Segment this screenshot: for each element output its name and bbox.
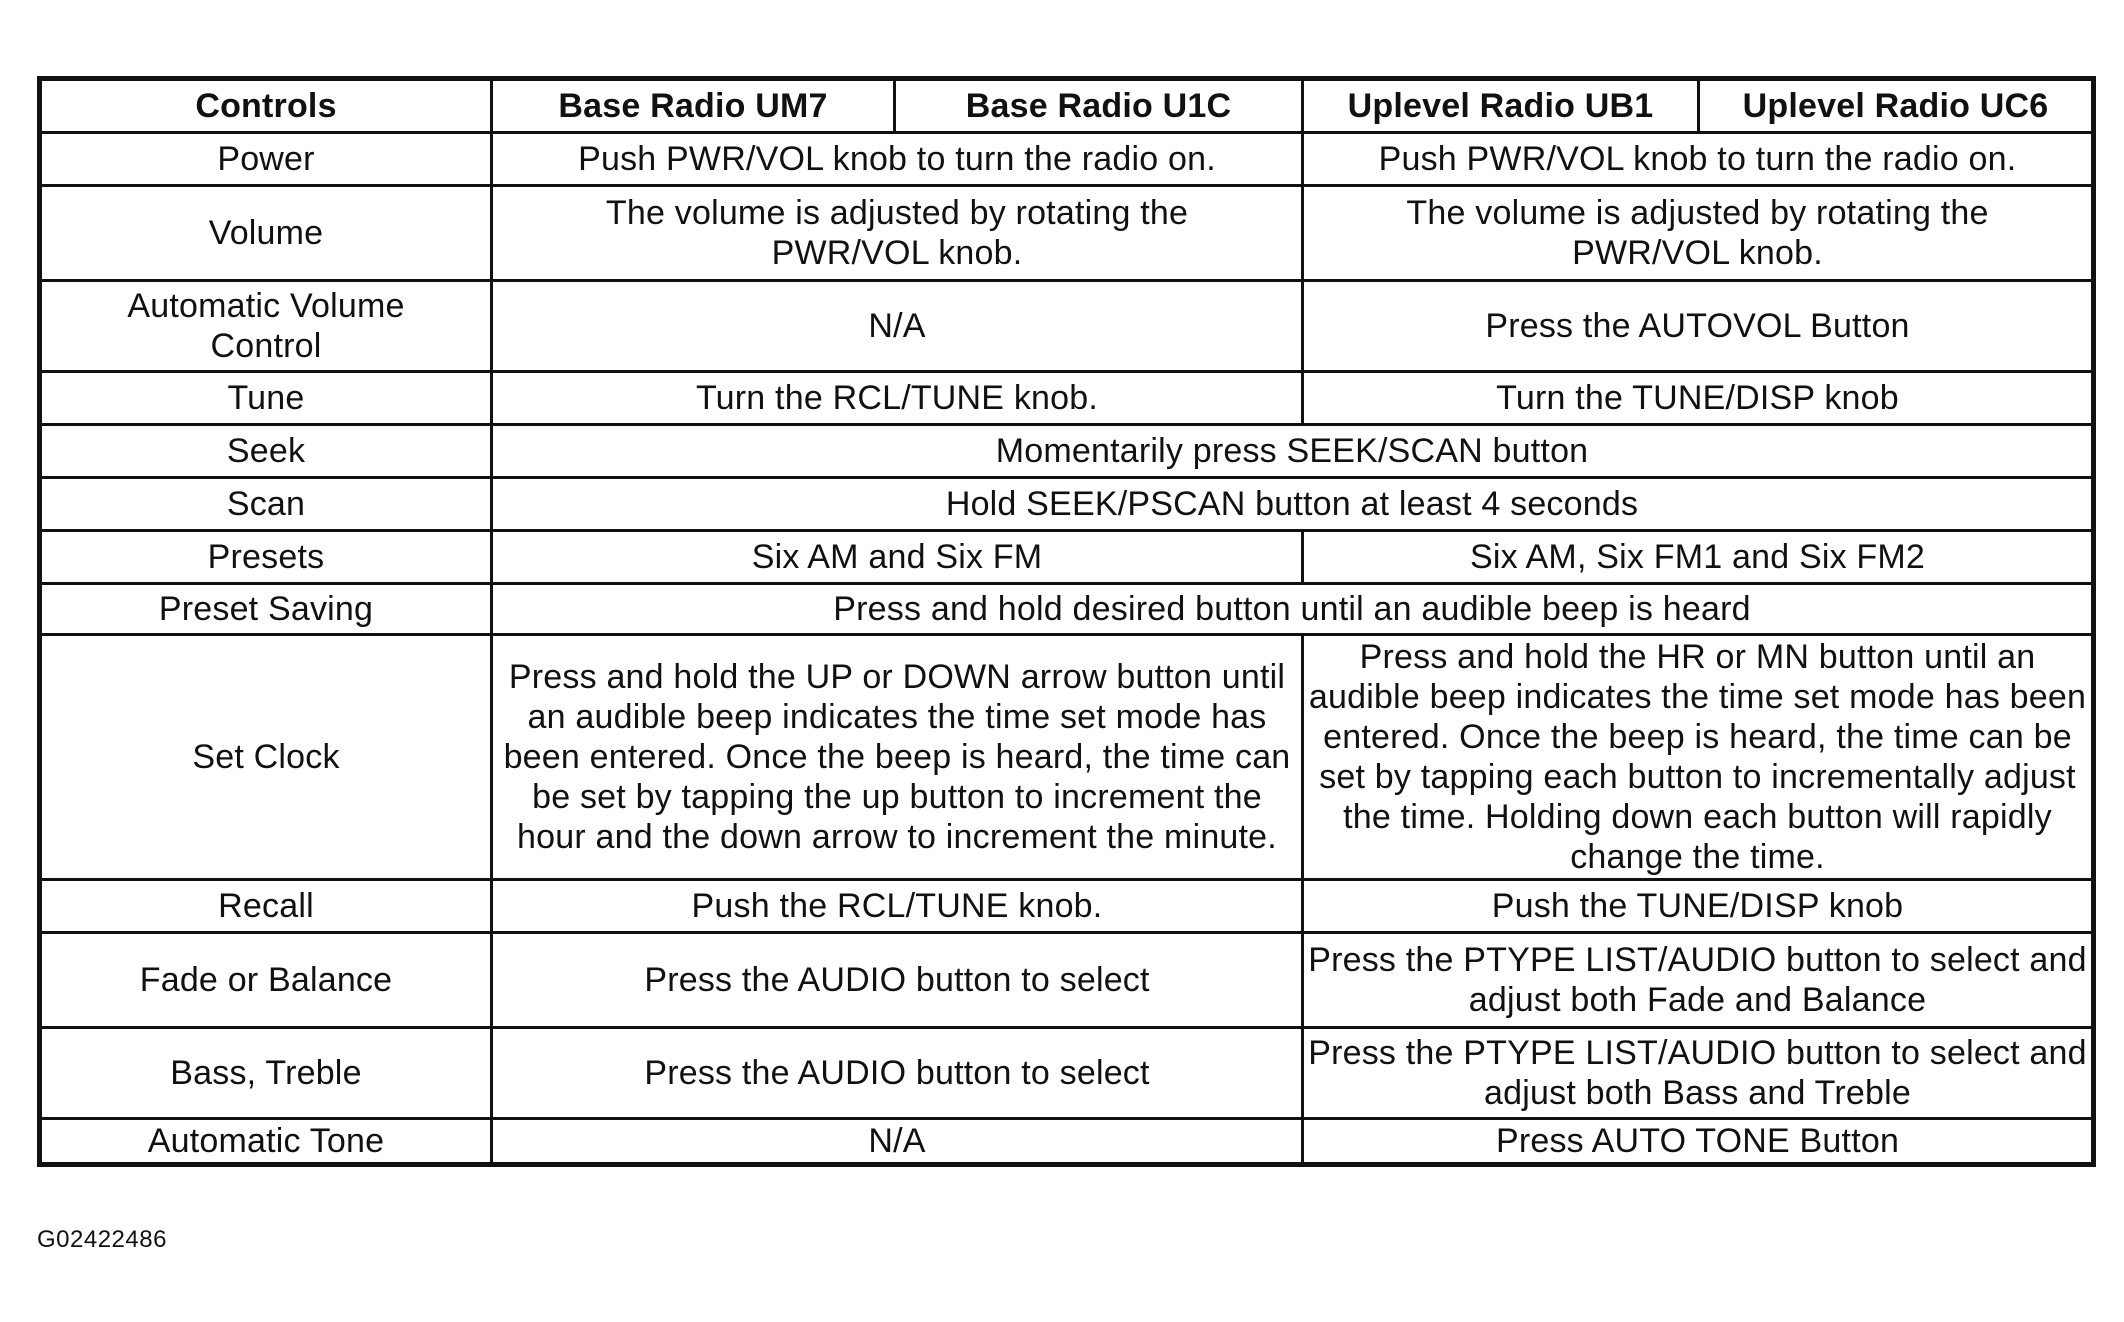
- uplevel-radio-cell: Turn the TUNE/DISP knob: [1303, 372, 2094, 425]
- table-row: [40, 425, 2094, 478]
- table-row: [40, 584, 2094, 635]
- row-label-presets: Presets: [40, 531, 492, 584]
- table-row: [40, 186, 2094, 281]
- table-row: [40, 1119, 2094, 1165]
- uplevel-radio-cell: Press and hold the HR or MN button until an audible beep indicates the time set mode has been entered. Once the beep is heard, the time can be set by tapping each button to incrementally adjust the time. Holding down each button will rapidly change the time.: [1303, 635, 2094, 880]
- header-row: [40, 79, 2094, 133]
- uplevel-radio-cell: Six AM, Six FM1 and Six FM2: [1303, 531, 2094, 584]
- base-radio-cell: Push PWR/VOL knob to turn the radio on.: [492, 133, 1303, 186]
- all-radios-cell: Momentarily press SEEK/SCAN button: [492, 425, 2094, 478]
- row-label-volume: Volume: [40, 186, 492, 281]
- row-label-set-clock: Set Clock: [40, 635, 492, 880]
- table-row: [40, 880, 2094, 933]
- radio-controls-table-container: [37, 76, 2091, 1167]
- row-label-tune: Tune: [40, 372, 492, 425]
- uplevel-radio-cell: Push the TUNE/DISP knob: [1303, 880, 2094, 933]
- table-row: [40, 133, 2094, 186]
- table-row: [40, 281, 2094, 372]
- row-label-recall: Recall: [40, 880, 492, 933]
- base-radio-cell: Turn the RCL/TUNE knob.: [492, 372, 1303, 425]
- uplevel-radio-cell: Press the AUTOVOL Button: [1303, 281, 2094, 372]
- all-radios-cell: Hold SEEK/PSCAN button at least 4 seconds: [492, 478, 2094, 531]
- base-radio-cell: Press and hold the UP or DOWN arrow button until an audible beep indicates the time set mode has been entered. Once the beep is heard, the time can be set by tapping the up button to increment the hour and the down arrow to increment the minute.: [492, 635, 1303, 880]
- uplevel-radio-cell: Press the PTYPE LIST/AUDIO button to select and adjust both Fade and Balance: [1303, 933, 2094, 1028]
- header-base-radio-um7: Base Radio UM7: [492, 79, 895, 133]
- base-radio-cell: N/A: [492, 281, 1303, 372]
- table-row: [40, 635, 2094, 880]
- row-label-fade-or-balance: Fade or Balance: [40, 933, 492, 1028]
- base-radio-cell: Six AM and Six FM: [492, 531, 1303, 584]
- row-label-seek: Seek: [40, 425, 492, 478]
- uplevel-radio-cell: Push PWR/VOL knob to turn the radio on.: [1303, 133, 2094, 186]
- base-radio-cell: Press the AUDIO button to select: [492, 1028, 1303, 1119]
- table-row: [40, 1028, 2094, 1119]
- uplevel-radio-cell: Press the PTYPE LIST/AUDIO button to select and adjust both Bass and Treble: [1303, 1028, 2094, 1119]
- base-radio-cell: The volume is adjusted by rotating the PWR/VOL knob.: [492, 186, 1303, 281]
- row-label-power: Power: [40, 133, 492, 186]
- base-radio-cell: Push the RCL/TUNE knob.: [492, 880, 1303, 933]
- row-label-automatic-volume-control: Automatic Volume Control: [40, 281, 492, 372]
- table-row: [40, 372, 2094, 425]
- table-row: [40, 531, 2094, 584]
- row-label-scan: Scan: [40, 478, 492, 531]
- table-row: [40, 478, 2094, 531]
- row-label-preset-saving: Preset Saving: [40, 584, 492, 635]
- all-radios-cell: Press and hold desired button until an audible beep is heard: [492, 584, 2094, 635]
- base-radio-cell: Press the AUDIO button to select: [492, 933, 1303, 1028]
- header-controls: Controls: [40, 79, 492, 133]
- uplevel-radio-cell: The volume is adjusted by rotating the PWR/VOL knob.: [1303, 186, 2094, 281]
- row-label-automatic-tone: Automatic Tone: [40, 1119, 492, 1165]
- header-uplevel-radio-uc6: Uplevel Radio UC6: [1699, 79, 2094, 133]
- figure-id: G02422486: [37, 1226, 167, 1253]
- header-base-radio-u1c: Base Radio U1C: [895, 79, 1303, 133]
- radio-controls-table: [37, 76, 2096, 1167]
- table-row: [40, 933, 2094, 1028]
- uplevel-radio-cell: Press AUTO TONE Button: [1303, 1119, 2094, 1165]
- header-uplevel-radio-ub1: Uplevel Radio UB1: [1303, 79, 1699, 133]
- base-radio-cell: N/A: [492, 1119, 1303, 1165]
- row-label-bass-treble: Bass, Treble: [40, 1028, 492, 1119]
